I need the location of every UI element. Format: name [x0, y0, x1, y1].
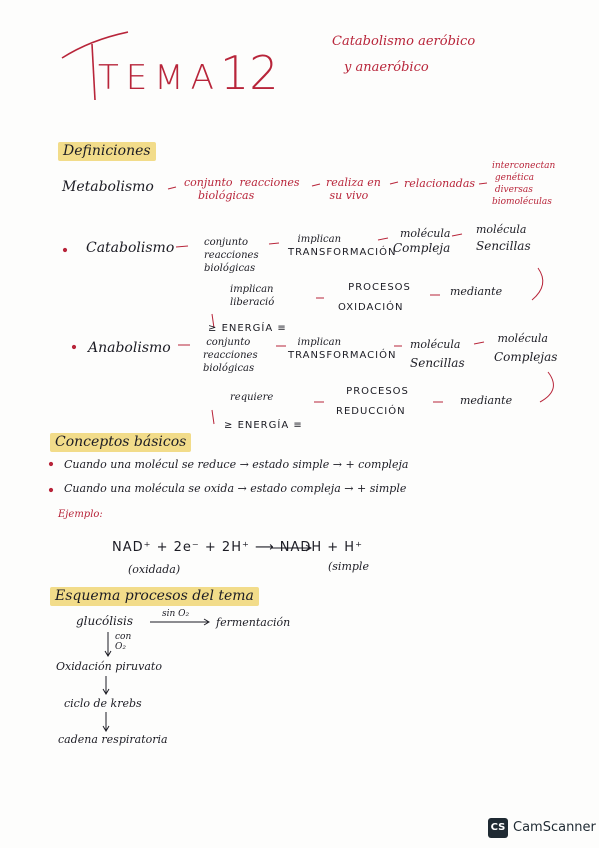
term-catabolismo: Catabolismo [86, 240, 175, 256]
subtitle-line-1: Catabolismo aeróbico [332, 34, 476, 49]
equation-label-simple: (simple [328, 560, 369, 573]
camscanner-logo: CS [488, 818, 508, 838]
catabolismo-part-1: conjunto reacciones biológicas [204, 237, 259, 274]
term-anabolismo: Anabolismo [88, 340, 171, 356]
metabolismo-part-3: relacionadas [404, 177, 476, 190]
metabolismo-part-1: conjunto reacciones biológicas [184, 176, 300, 202]
catabolismo-part-2: implican TRANSFORMACIÓN [288, 234, 397, 258]
catabolismo-mediante: mediante [450, 285, 503, 298]
metabolismo-part-2: realiza en su vivo [326, 176, 381, 202]
esquema-con-o2: con O₂ [115, 632, 132, 652]
metabolismo-part-4: interconectan genética diversas biomoléculas [492, 161, 556, 207]
esquema-ciclo-krebs: ciclo de krebs [64, 697, 142, 710]
catabolismo-part-4: molécula Sencillas [476, 223, 531, 253]
camscanner-label: CamScanner [513, 820, 596, 835]
anabolismo-part-4: molécula Complejas [494, 332, 558, 364]
anabolismo-energia: ≥ ENERGÍA ≡ [224, 420, 303, 431]
concepto-line-2: Cuando una molécula se oxida → estado compleja → + simple [64, 482, 407, 495]
ejemplo-label: Ejemplo: [58, 509, 103, 520]
catabolismo-part-3: molécula Compleja [393, 227, 451, 255]
term-metabolismo: Metabolismo [62, 179, 154, 195]
equation-label-oxidada: (oxidada) [128, 563, 181, 576]
catabolismo-implican: implican liberació [230, 284, 275, 308]
anabolismo-part-2: implican TRANSFORMACIÓN [288, 337, 397, 361]
esquema-oxidacion-piruvato: Oxidación piruvato [56, 660, 162, 673]
title-tema: TEMA [98, 58, 221, 98]
title-number: 12 [220, 46, 279, 100]
section-header-esquema: Esquema procesos del tema [50, 588, 259, 604]
anabolismo-part-3: molécula Sencillas [410, 338, 465, 370]
section-header-conceptos: Conceptos básicos [50, 434, 191, 450]
catabolismo-energia: ≥ ENERGÍA ≡ [208, 323, 287, 334]
redox-equation: NAD⁺ + 2e⁻ + 2H⁺ ⟶ NADH + H⁺ [112, 540, 363, 555]
esquema-glucolisis: glucólisis [76, 614, 134, 628]
esquema-sin-o2: sin O₂ [162, 609, 190, 619]
anabolismo-mediante: mediante [460, 394, 513, 407]
anabolismo-requiere: requiere [230, 392, 274, 403]
section-header-definiciones: Definiciones [58, 143, 156, 159]
anabolismo-procesos: PROCESOS REDUCCIÓN [336, 386, 409, 417]
concepto-line-1: Cuando una molécul se reduce → estado simple → + compleja [64, 458, 409, 471]
anabolismo-part-1: conjunto reacciones biológicas [203, 337, 258, 374]
esquema-fermentacion: fermentación [216, 616, 291, 629]
subtitle-line-2: y anaeróbico [344, 60, 429, 75]
esquema-cadena-respiratoria: cadena respiratoria [58, 733, 168, 746]
catabolismo-procesos: PROCESOS OXIDACIÓN [338, 282, 411, 313]
